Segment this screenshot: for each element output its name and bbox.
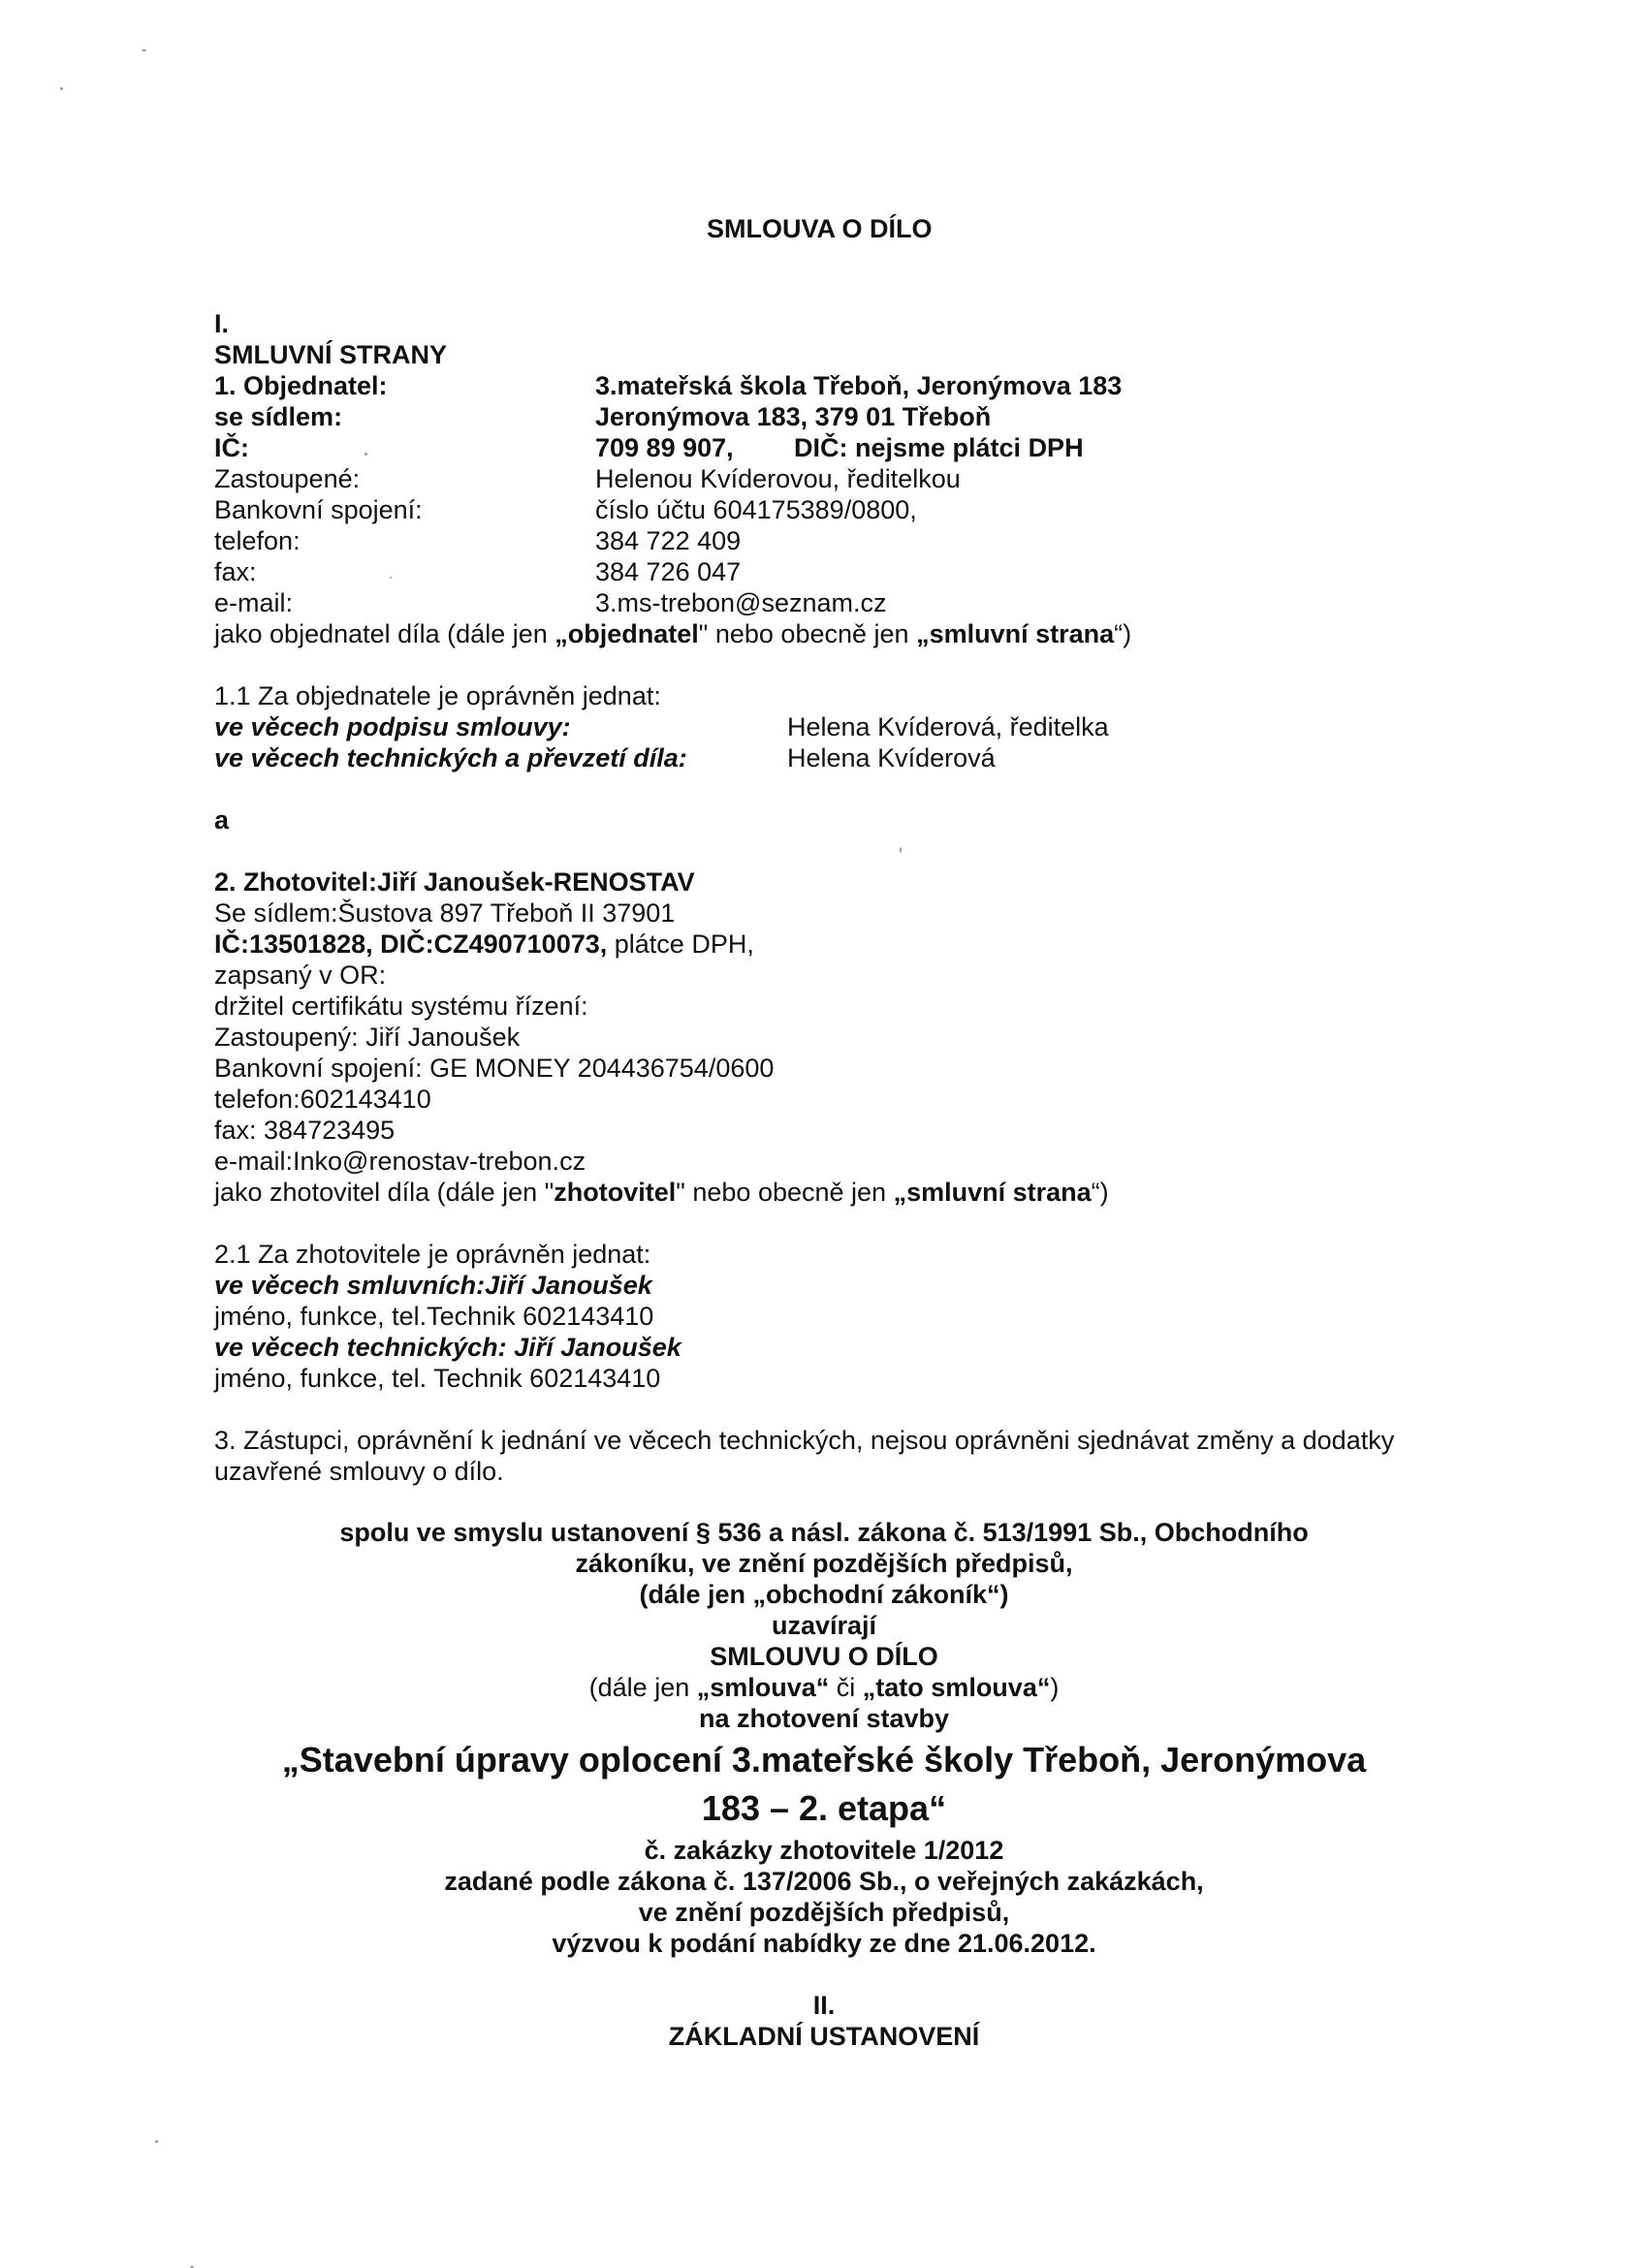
party-role-line: [214, 618, 1131, 649]
preamble-line: uzavírají: [771, 1611, 877, 1640]
scan-speck: [155, 2140, 158, 2143]
contractor-ids-bold: IČ:13501828, DIČ:CZ490710073,: [214, 929, 608, 959]
section-numeral: I.: [214, 309, 230, 338]
role-term: „smluvní strana: [893, 1178, 1092, 1207]
party-value: Jeronýmova 183, 379 01 Třeboň: [595, 402, 992, 431]
role-text: jako zhotovitel díla (dále jen ": [214, 1178, 555, 1207]
role-text: “): [1091, 1178, 1109, 1207]
representation-contact: jméno, funkce, tel.Technik 602143410: [214, 1302, 654, 1331]
section-heading: ZÁKLADNÍ USTANOVENÍ: [668, 2022, 980, 2051]
clause-text: 3. Zástupci, oprávnění k jednání ve věcech technických, nejsou oprávněni sjednávat změny a dodatky: [214, 1426, 1395, 1455]
party-label: telefon:: [214, 526, 301, 555]
representation-intro: 1.1 Za objednatele je oprávněn jednat:: [214, 681, 661, 710]
document-title: SMLOUVA O DÍLO: [707, 214, 933, 243]
scan-speck: [900, 847, 902, 853]
preamble-line: č. zakázky zhotovitele 1/2012: [644, 1836, 1004, 1865]
preamble-line: výzvou k podání nabídky ze dne 21.06.2012.: [552, 1929, 1096, 1958]
preamble-line: ve znění pozdějších předpisů,: [638, 1898, 1010, 1927]
party-value: číslo účtu 604175389/0800,: [595, 495, 917, 524]
preamble-line: [0, 1672, 1648, 1703]
party-value: 384 722 409: [595, 526, 742, 555]
preamble-line: zákoníku, ve znění pozdějších předpisů,: [575, 1549, 1073, 1578]
party-label: Bankovní spojení:: [214, 495, 423, 524]
party-value: Helenou Kvíderovou, ředitelkou: [595, 464, 961, 493]
clause-text: uzavřené smlouvy o dílo.: [214, 1457, 504, 1486]
scan-speck: [60, 87, 63, 90]
project-name: 183 – 2. etapa“: [701, 1788, 947, 1828]
representation-label: ve věcech technických a převzetí díla:: [214, 743, 687, 772]
preamble-text: ): [1050, 1673, 1060, 1702]
contractor-line: telefon:602143410: [214, 1085, 431, 1114]
section-heading: SMLUVNÍ STRANY: [214, 340, 448, 369]
representation-value: Helena Kvíderová: [787, 743, 996, 772]
contractor-line: fax: 384723495: [214, 1116, 396, 1145]
party-value: 384 726 047: [595, 557, 742, 586]
conjunction: a: [214, 805, 230, 835]
representation-label: ve věcech smluvních:Jiří Janoušek: [214, 1271, 652, 1300]
party-label: fax:: [214, 557, 257, 586]
party-value: 3.mateřská škola Třeboň, Jeronýmova 183: [595, 371, 1123, 400]
party-value-tax: DIČ: nejsme plátci DPH: [794, 433, 1084, 462]
role-text: " nebo obecně jen: [698, 619, 917, 648]
preamble-term: „tato smlouva“: [862, 1673, 1051, 1702]
representation-label: ve věcech podpisu smlouvy:: [214, 712, 571, 741]
party-label: se sídlem:: [214, 402, 343, 431]
party-label: 1. Objednatel:: [214, 371, 388, 400]
role-term: „objednatel: [555, 619, 699, 648]
preamble-text: (dále jen: [588, 1673, 697, 1702]
role-text: “): [1114, 619, 1132, 648]
contractor-line: zapsaný v OR:: [214, 961, 387, 990]
contract-title: SMLOUVU O DÍLO: [710, 1642, 938, 1671]
role-term: zhotovitel: [554, 1178, 677, 1207]
preamble-line: (dále jen „obchodní zákoník“): [639, 1580, 1009, 1609]
contractor-seat: Se sídlem:Šustova 897 Třeboň II 37901: [214, 898, 676, 928]
contractor-line: držitel certifikátu systému řízení:: [214, 992, 588, 1021]
party-label: IČ:: [214, 433, 249, 462]
representation-contact: jméno, funkce, tel. Technik 602143410: [214, 1364, 661, 1393]
preamble-term: „smlouva“: [696, 1673, 830, 1702]
party-value: 709 89 907,: [595, 433, 734, 462]
party-label: e-mail:: [214, 588, 294, 617]
contractor-line: Zastoupený: Jiří Janoušek: [214, 1023, 521, 1052]
contractor-ids-rest: plátce DPH,: [607, 929, 754, 959]
preamble-line: spolu ve smyslu ustanovení § 536 a násl. zákona č. 513/1991 Sb., Obchodního: [339, 1518, 1309, 1547]
representation-label: ve věcech technických: Jiří Janoušek: [214, 1333, 681, 1362]
scan-speck: [364, 453, 367, 456]
representation-value: Helena Kvíderová, ředitelka: [787, 712, 1109, 741]
scan-speck: [390, 577, 392, 579]
preamble-line: na zhotovení stavby: [698, 1704, 950, 1733]
preamble-line: zadané podle zákona č. 137/2006 Sb., o veřejných zakázkách,: [444, 1867, 1204, 1896]
representation-intro: 2.1 Za zhotovitele je oprávněn jednat:: [214, 1240, 651, 1269]
contractor-heading: 2. Zhotovitel:Jiří Janoušek-RENOSTAV: [214, 867, 695, 897]
role-text: " nebo obecně jen: [676, 1178, 894, 1207]
section-numeral: II.: [812, 1991, 836, 2020]
contractor-line: Bankovní spojení: GE MONEY 204436754/0600: [214, 1054, 775, 1083]
contractor-role-line: [214, 1177, 1109, 1208]
party-value: 3.ms-trebon@seznam.cz: [595, 588, 887, 617]
role-text: jako objednatel díla (dále jen: [214, 619, 555, 648]
party-label: Zastoupené:: [214, 464, 361, 493]
preamble-text: či: [829, 1673, 863, 1702]
scan-speck: [142, 49, 146, 51]
role-term: „smluvní strana: [916, 619, 1115, 648]
contractor-ids: [214, 929, 754, 960]
project-name: „Stavební úpravy oplocení 3.mateřské školy Třeboň, Jeronýmova: [281, 1740, 1367, 1780]
contractor-line: e-mail:Inko@renostav-trebon.cz: [214, 1147, 586, 1176]
